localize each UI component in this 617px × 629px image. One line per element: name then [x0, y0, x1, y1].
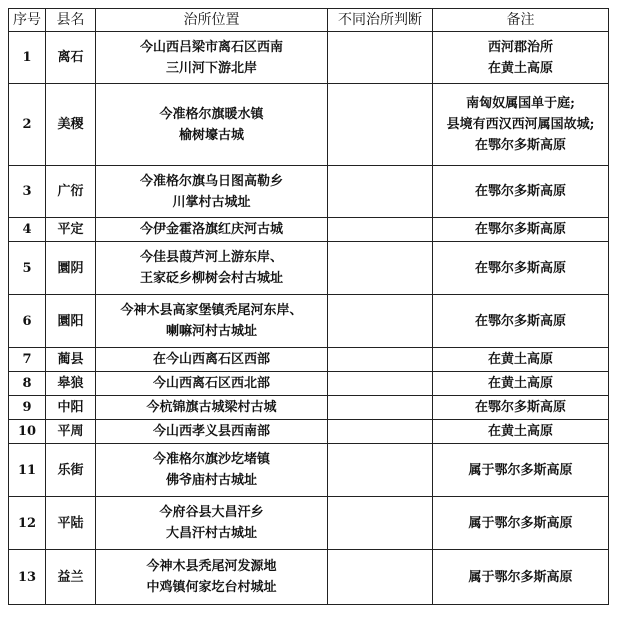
seat-location-cell — [96, 32, 328, 84]
seat-judgment-cell — [328, 166, 433, 218]
remark: 属于鄂尔多斯高原 — [468, 515, 573, 531]
seat-location: 今佳县葭芦河上游东岸、 王家砭乡柳树会村古城址 — [139, 250, 283, 286]
county-name-cell — [46, 550, 96, 605]
seat-location: 今府谷县大昌汗乡 大昌汗村古城址 — [159, 505, 264, 541]
row-number-cell — [9, 218, 46, 242]
row-number: 3 — [22, 184, 32, 199]
remark-cell — [433, 396, 609, 420]
seat-location: 今山西离石区西北部 — [152, 376, 270, 391]
seat-judgment-cell — [328, 32, 433, 84]
seat-location-cell — [96, 295, 328, 348]
remark-cell — [433, 166, 609, 218]
seat-location: 今准格尔旗沙圪堵镇 佛爷庙村古城址 — [152, 452, 270, 488]
county-name: 皋狼 — [57, 376, 84, 391]
seat-judgment-cell — [328, 84, 433, 166]
header-row — [9, 9, 609, 32]
county-name-cell — [46, 348, 96, 372]
remark-cell — [433, 420, 609, 444]
seat-location-cell — [96, 497, 328, 550]
remark: 在鄂尔多斯高原 — [474, 260, 566, 276]
county-name-cell — [46, 166, 96, 218]
county-name-cell — [46, 218, 96, 242]
header-location: 治所位置 — [96, 9, 328, 32]
remark-cell — [433, 444, 609, 497]
county-name-cell — [46, 295, 96, 348]
remark-cell — [433, 32, 609, 84]
row-number-cell — [9, 550, 46, 605]
remark: 在鄂尔多斯高原 — [474, 400, 566, 415]
seat-judgment-cell — [328, 396, 433, 420]
row-number-cell — [9, 420, 46, 444]
county-seat-table — [8, 8, 609, 605]
seat-location: 今杭锦旗古城梁村古城 — [146, 400, 277, 415]
row-number: 12 — [17, 515, 37, 531]
seat-location-cell — [96, 348, 328, 372]
table-row — [9, 242, 609, 295]
seat-judgment-cell — [328, 348, 433, 372]
table-row — [9, 497, 609, 550]
remark: 在鄂尔多斯高原 — [474, 222, 566, 237]
row-number: 4 — [22, 222, 32, 237]
seat-location-cell — [96, 372, 328, 396]
remark: 在黄土高原 — [487, 376, 553, 391]
table-row — [9, 348, 609, 372]
seat-location: 今神木县秃尾河发源地 中鸡镇何家圪台村城址 — [146, 559, 277, 595]
row-number: 11 — [17, 462, 37, 478]
county-name-cell — [46, 444, 96, 497]
table-row — [9, 218, 609, 242]
seat-location: 在今山西离石区西部 — [152, 352, 270, 367]
row-number-cell — [9, 396, 46, 420]
table-row — [9, 295, 609, 348]
row-number-cell — [9, 372, 46, 396]
remark: 在黄土高原 — [487, 424, 553, 439]
county-name-cell — [46, 372, 96, 396]
seat-judgment-cell — [328, 242, 433, 295]
seat-location-cell — [96, 420, 328, 444]
seat-location: 今准格尔旗乌日图高勒乡 川掌村古城址 — [139, 173, 283, 210]
table-row — [9, 444, 609, 497]
row-number: 8 — [22, 376, 32, 391]
county-name: 乐街 — [57, 462, 84, 478]
remark: 在黄土高原 — [487, 352, 553, 367]
header-judgment: 不同治所判断 — [328, 9, 433, 32]
header-county: 县名 — [46, 9, 96, 32]
row-number: 2 — [22, 117, 32, 132]
county-name-cell — [46, 32, 96, 84]
remark-cell — [433, 372, 609, 396]
row-number-cell — [9, 166, 46, 218]
seat-location: 今伊金霍洛旗红庆河古城 — [139, 222, 283, 237]
row-number-cell — [9, 497, 46, 550]
county-name: 平定 — [57, 222, 84, 237]
remark-cell — [433, 84, 609, 166]
remark: 属于鄂尔多斯高原 — [468, 569, 573, 585]
seat-location-cell — [96, 444, 328, 497]
remark-cell — [433, 348, 609, 372]
county-name: 圜阴 — [57, 260, 84, 276]
row-number: 13 — [17, 569, 37, 585]
county-name-cell — [46, 242, 96, 295]
county-name: 平陆 — [57, 515, 84, 531]
seat-judgment-cell — [328, 218, 433, 242]
remark: 在鄂尔多斯高原 — [474, 313, 566, 329]
county-name: 圜阳 — [57, 313, 84, 329]
seat-location: 今山西吕梁市离石区西南 三川河下游北岸 — [139, 39, 283, 76]
county-name: 中阳 — [57, 400, 84, 415]
seat-location-cell — [96, 242, 328, 295]
remark: 在鄂尔多斯高原 — [474, 184, 566, 199]
remark-cell — [433, 295, 609, 348]
table-row — [9, 396, 609, 420]
remark-cell — [433, 242, 609, 295]
row-number: 5 — [22, 260, 32, 276]
table-row — [9, 32, 609, 84]
county-name: 益兰 — [57, 569, 84, 585]
seat-judgment-cell — [328, 497, 433, 550]
table-row — [9, 84, 609, 166]
seat-location: 今神木县高家堡镇秃尾河东岸、 喇嘛河村古城址 — [120, 303, 303, 339]
row-number-cell — [9, 84, 46, 166]
county-name-cell — [46, 396, 96, 420]
remark: 属于鄂尔多斯高原 — [468, 462, 573, 478]
remark-cell — [433, 497, 609, 550]
seat-judgment-cell — [328, 372, 433, 396]
row-number-cell — [9, 444, 46, 497]
seat-judgment-cell — [328, 420, 433, 444]
header-note: 备注 — [433, 9, 609, 32]
table-row — [9, 420, 609, 444]
county-name-cell — [46, 84, 96, 166]
seat-location-cell — [96, 396, 328, 420]
table-body — [9, 32, 609, 605]
seat-location-cell — [96, 84, 328, 166]
seat-location: 今准格尔旗暖水镇 榆树壕古城 — [159, 106, 264, 143]
header-number: 序号 — [9, 9, 46, 32]
seat-judgment-cell — [328, 295, 433, 348]
seat-location: 今山西孝义县西南部 — [152, 424, 270, 439]
county-name: 离石 — [57, 50, 84, 65]
seat-judgment-cell — [328, 550, 433, 605]
row-number-cell — [9, 348, 46, 372]
county-name-cell — [46, 420, 96, 444]
county-name: 蔺县 — [57, 352, 84, 367]
remark-cell — [433, 550, 609, 605]
county-name: 平周 — [57, 424, 84, 439]
county-name: 美稷 — [57, 117, 84, 132]
remark: 南匈奴属国单于庭; 县境有西汉西河属国故城; 在鄂尔多斯高原 — [446, 96, 595, 153]
row-number-cell — [9, 295, 46, 348]
remark: 西河郡治所 在黄土高原 — [487, 39, 553, 76]
county-name-cell — [46, 497, 96, 550]
seat-location-cell — [96, 218, 328, 242]
row-number: 7 — [22, 352, 32, 367]
remark-cell — [433, 218, 609, 242]
seat-location-cell — [96, 550, 328, 605]
table-row — [9, 166, 609, 218]
seat-judgment-cell — [328, 444, 433, 497]
county-name: 广衍 — [57, 184, 84, 199]
row-number: 6 — [22, 313, 32, 329]
seat-location-cell — [96, 166, 328, 218]
table-row — [9, 372, 609, 396]
row-number: 1 — [22, 50, 32, 65]
table-row — [9, 550, 609, 605]
row-number-cell — [9, 242, 46, 295]
row-number: 9 — [22, 400, 32, 415]
row-number: 10 — [17, 424, 37, 439]
row-number-cell — [9, 32, 46, 84]
